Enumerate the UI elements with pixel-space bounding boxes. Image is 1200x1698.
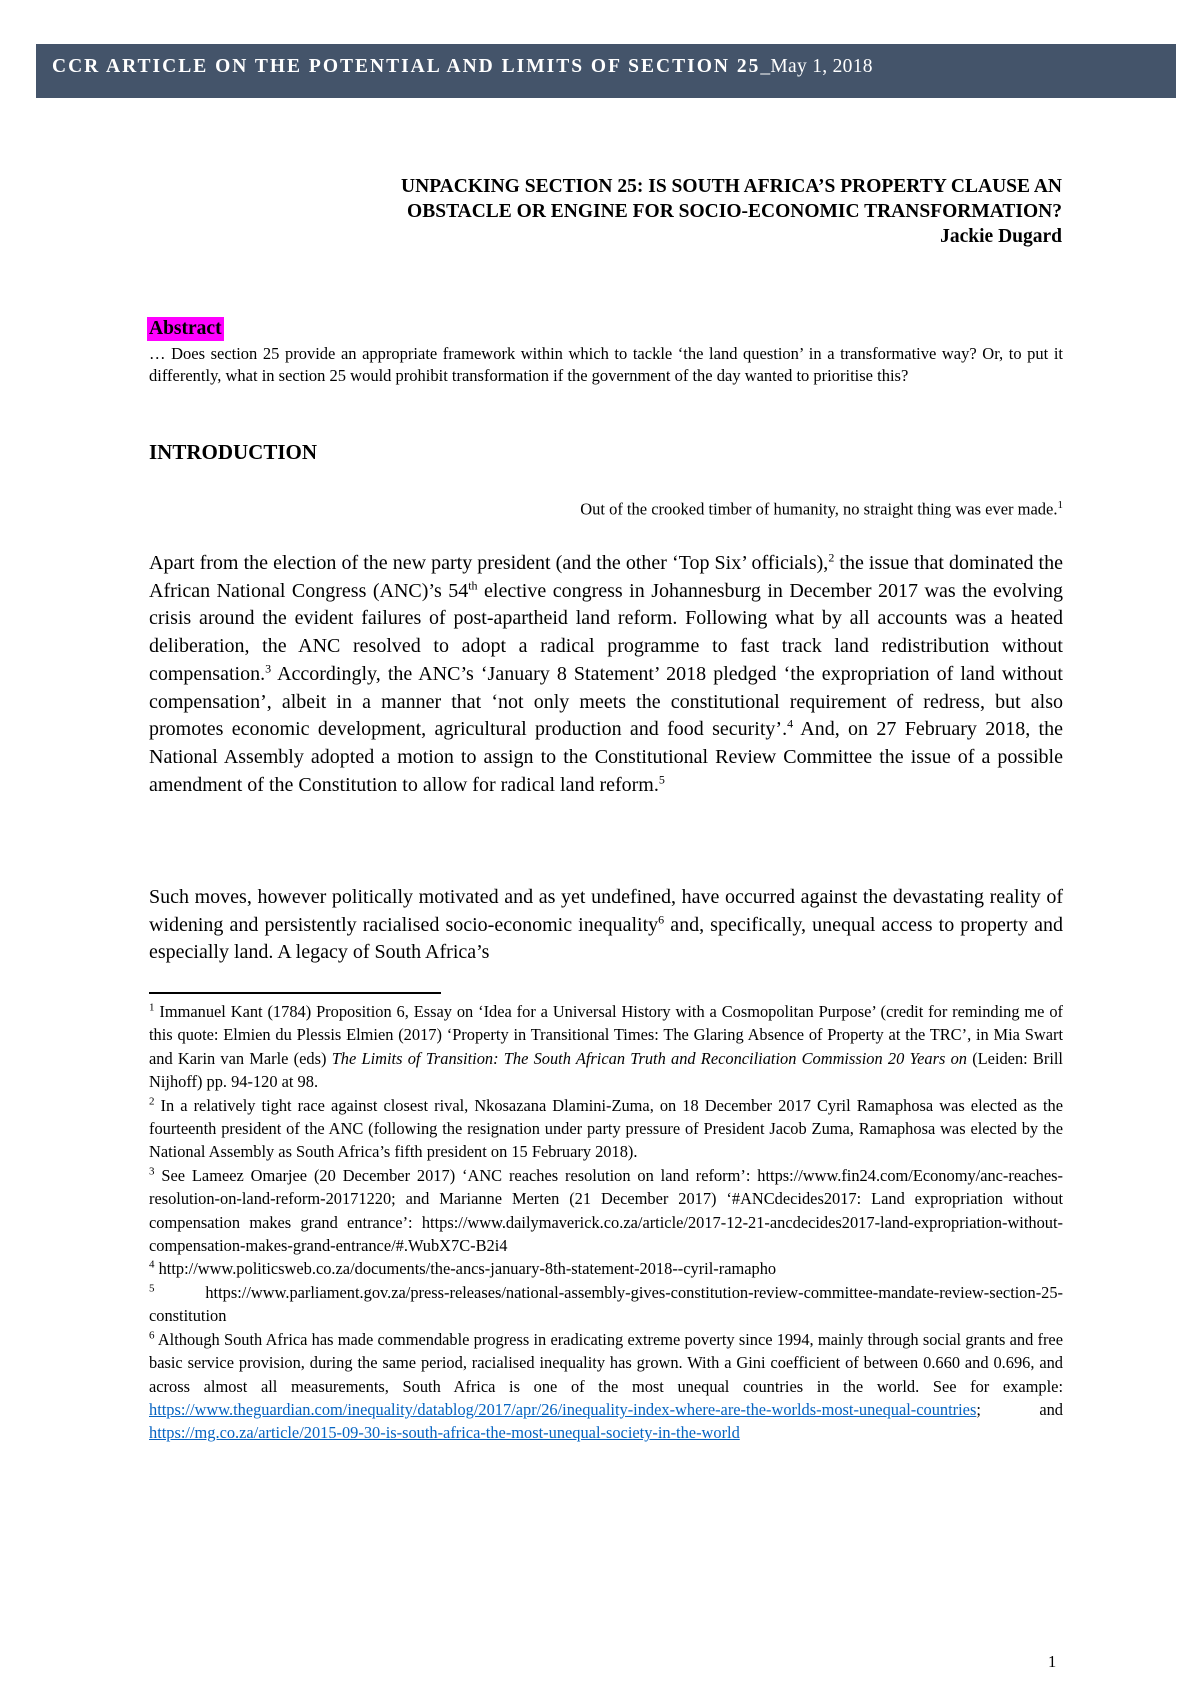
para1-text-4: Accordingly, the ANC’s ‘January 8 Statement’ 2018 pledged ‘the expropriation of land without compensation’, albeit in a manner that ‘not only meets the constitutional requirement of redress, but also promotes economic development, agricultural production and food security’. [149,662,1063,741]
article-title-line-1: UNPACKING SECTION 25: IS SOUTH AFRICA’S PROPERTY CLAUSE AN [401,176,1062,197]
footnote-text: https://www.parliament.gov.za/press-releases/national-assembly-gives-constitution-review-committee-mandate-review-section-25-constitution [149,1282,1063,1326]
footnote-conjunction: and [980,1399,1063,1419]
ordinal-suffix: th [468,578,478,593]
title-block [150,174,1062,249]
footnote-ref-2[interactable]: 2 [828,550,835,565]
footnote-number: 6 [149,1329,155,1342]
abstract-heading: Abstract [149,318,222,339]
para1-text-1: Apart from the election of the new party president (and the other ‘Top Six’ officials), [149,552,829,574]
footnote-number: 3 [149,1165,155,1178]
header-title: CCR ARTICLE ON THE POTENTIAL AND LIMITS OF SECTION 25 [52,56,761,77]
footnote-ref-5[interactable]: 5 [658,771,665,786]
epigraph [149,494,1063,521]
footnote-ref-3[interactable]: 3 [265,661,272,676]
guardian-link[interactable]: https://www.theguardian.com/inequality/datablog/2017/apr/26/inequality-index-where-are-the-worlds-most-unequal-countries [149,1399,977,1419]
para2-text-1: Such moves, however politically motivated and as yet undefined, have occurred against the devastating reality of widening and persistently racialised socio-economic inequality [149,886,1063,936]
epigraph-text: Out of the crooked timber of humanity, no straight thing was ever made. [580,499,1058,519]
footnote-6 [149,1328,1063,1445]
footnote-separator [149,992,441,994]
footnote-1 [149,1000,1063,1094]
body-paragraph-1 [149,550,1063,799]
footnote-number: 2 [149,1095,155,1108]
para1-text-5: And, on 27 February 2018, the National Assembly adopted a motion to assign to the Constitutional Review Committee the issue of a possible amendment of the Constitution to allow for radical land reform. [149,718,1063,796]
footnote-3 [149,1164,1063,1258]
footnote-number: 1 [149,1001,155,1014]
body-paragraph-2 [149,884,1063,967]
footnotes [149,1000,1063,1445]
para1-text-3: elective congress in Johannesburg in December 2017 was the evolving crisis around the evident failures of post-apartheid land reform. Following what by all accounts was a heated deliberation, the ANC resolved to adopt a radical programme to fast track land redistribution without compensation. [149,579,1063,685]
footnote-5 [149,1281,1063,1328]
footnote-ref-4[interactable]: 4 [787,716,794,731]
introduction-heading: INTRODUCTION [149,440,318,464]
article-title-line-2: OBSTACLE OR ENGINE FOR SOCIO-ECONOMIC TRANSFORMATION? [407,201,1062,222]
abstract-text: … Does section 25 provide an appropriate framework within which to tackle ‘the land question’ in a transformative way? Or, to put it differently, what in section 25 would prohibit transformation if the government of the day wanted to prioritise this? [149,344,1063,385]
mg-link[interactable]: https://mg.co.za/article/2015-09-30-is-south-africa-the-most-unequal-society-in-the-world [149,1423,740,1443]
footnote-number: 4 [149,1259,155,1271]
footnote-ref-6[interactable]: 6 [658,912,665,927]
footnote-number: 5 [149,1282,155,1295]
footnote-text: Although South Africa has made commendable progress in eradicating extreme poverty since 1994, mainly through social grants and free basic service provision, during the same period, racialised inequality has grown. With a Gini coefficient of between 0.660 and 0.696, and across almost all measurements, South Africa is one of the most unequal countries in the world. See for example: [149,1329,1063,1396]
footnote-text: Immanuel Kant (1784) Proposition 6, Essay on ‘Idea for a Universal History with a Cosmopolitan Purpose’ (credit for reminding me of this quote: Elmien du Plessis Elmien (2017) ‘Property in Transitional Times: The Glaring Absence of Property at the TRC’, in Mia Swart and Karin van Marle (eds) [149,1002,1063,1068]
footnote-2 [149,1094,1063,1164]
header-date: _May 1, 2018 [760,56,873,77]
page-number: 1 [1048,1652,1057,1671]
footnote-text: In a relatively tight race against closest rival, Nkosazana Dlamini-Zuma, on 18 December 2017 Cyril Ramaphosa was elected as the fourteenth president of the ANC (following the resignation under party pressure of President Jacob Zuma, Ramaphosa was elected by the National Assembly as South Africa’s fifth president on 15 February 2018). [149,1095,1063,1162]
running-header [36,44,1176,98]
footnote-ref-1[interactable]: 1 [1057,499,1063,511]
article-author: Jackie Dugard [940,226,1062,247]
footnote-text: http://www.politicsweb.co.za/documents/the-ancs-january-8th-statement-2018--cyril-ramapho [154,1259,777,1279]
para2-text-2: and, specifically, unequal access to property and especially land. A legacy of South Africa’s [149,913,1063,964]
footnote-text: See Lameez Omarjee (20 December 2017) ‘ANC reaches resolution on land reform’: https://www.fin24.com/Economy/anc-reaches-resolution-on-land-reform-20171220; and Marianne Merten (21 December 2017) ‘#ANCdecides2017: Land expropriation without compensation makes grand entrance’: https://www.dailymaverick.co.za/article/2017-12-21-ancdecides2017-land-expropriation-without-compensation-makes-grand-entrance/#.WubX7C-B2i4 [149,1165,1063,1256]
para1-text-2: the issue that dominated the African National Congress (ANC)’s 54 [149,552,1063,602]
footnote-text: (Leiden: Brill Nijhoff) pp. 94-120 at 98. [149,1048,1063,1092]
footnote-book-title: The Limits of Transition: The South African Truth and Reconciliation Commission 20 Years on [331,1048,967,1068]
footnote-punctuation: ; [976,1399,981,1419]
footnote-4 [149,1257,1063,1280]
